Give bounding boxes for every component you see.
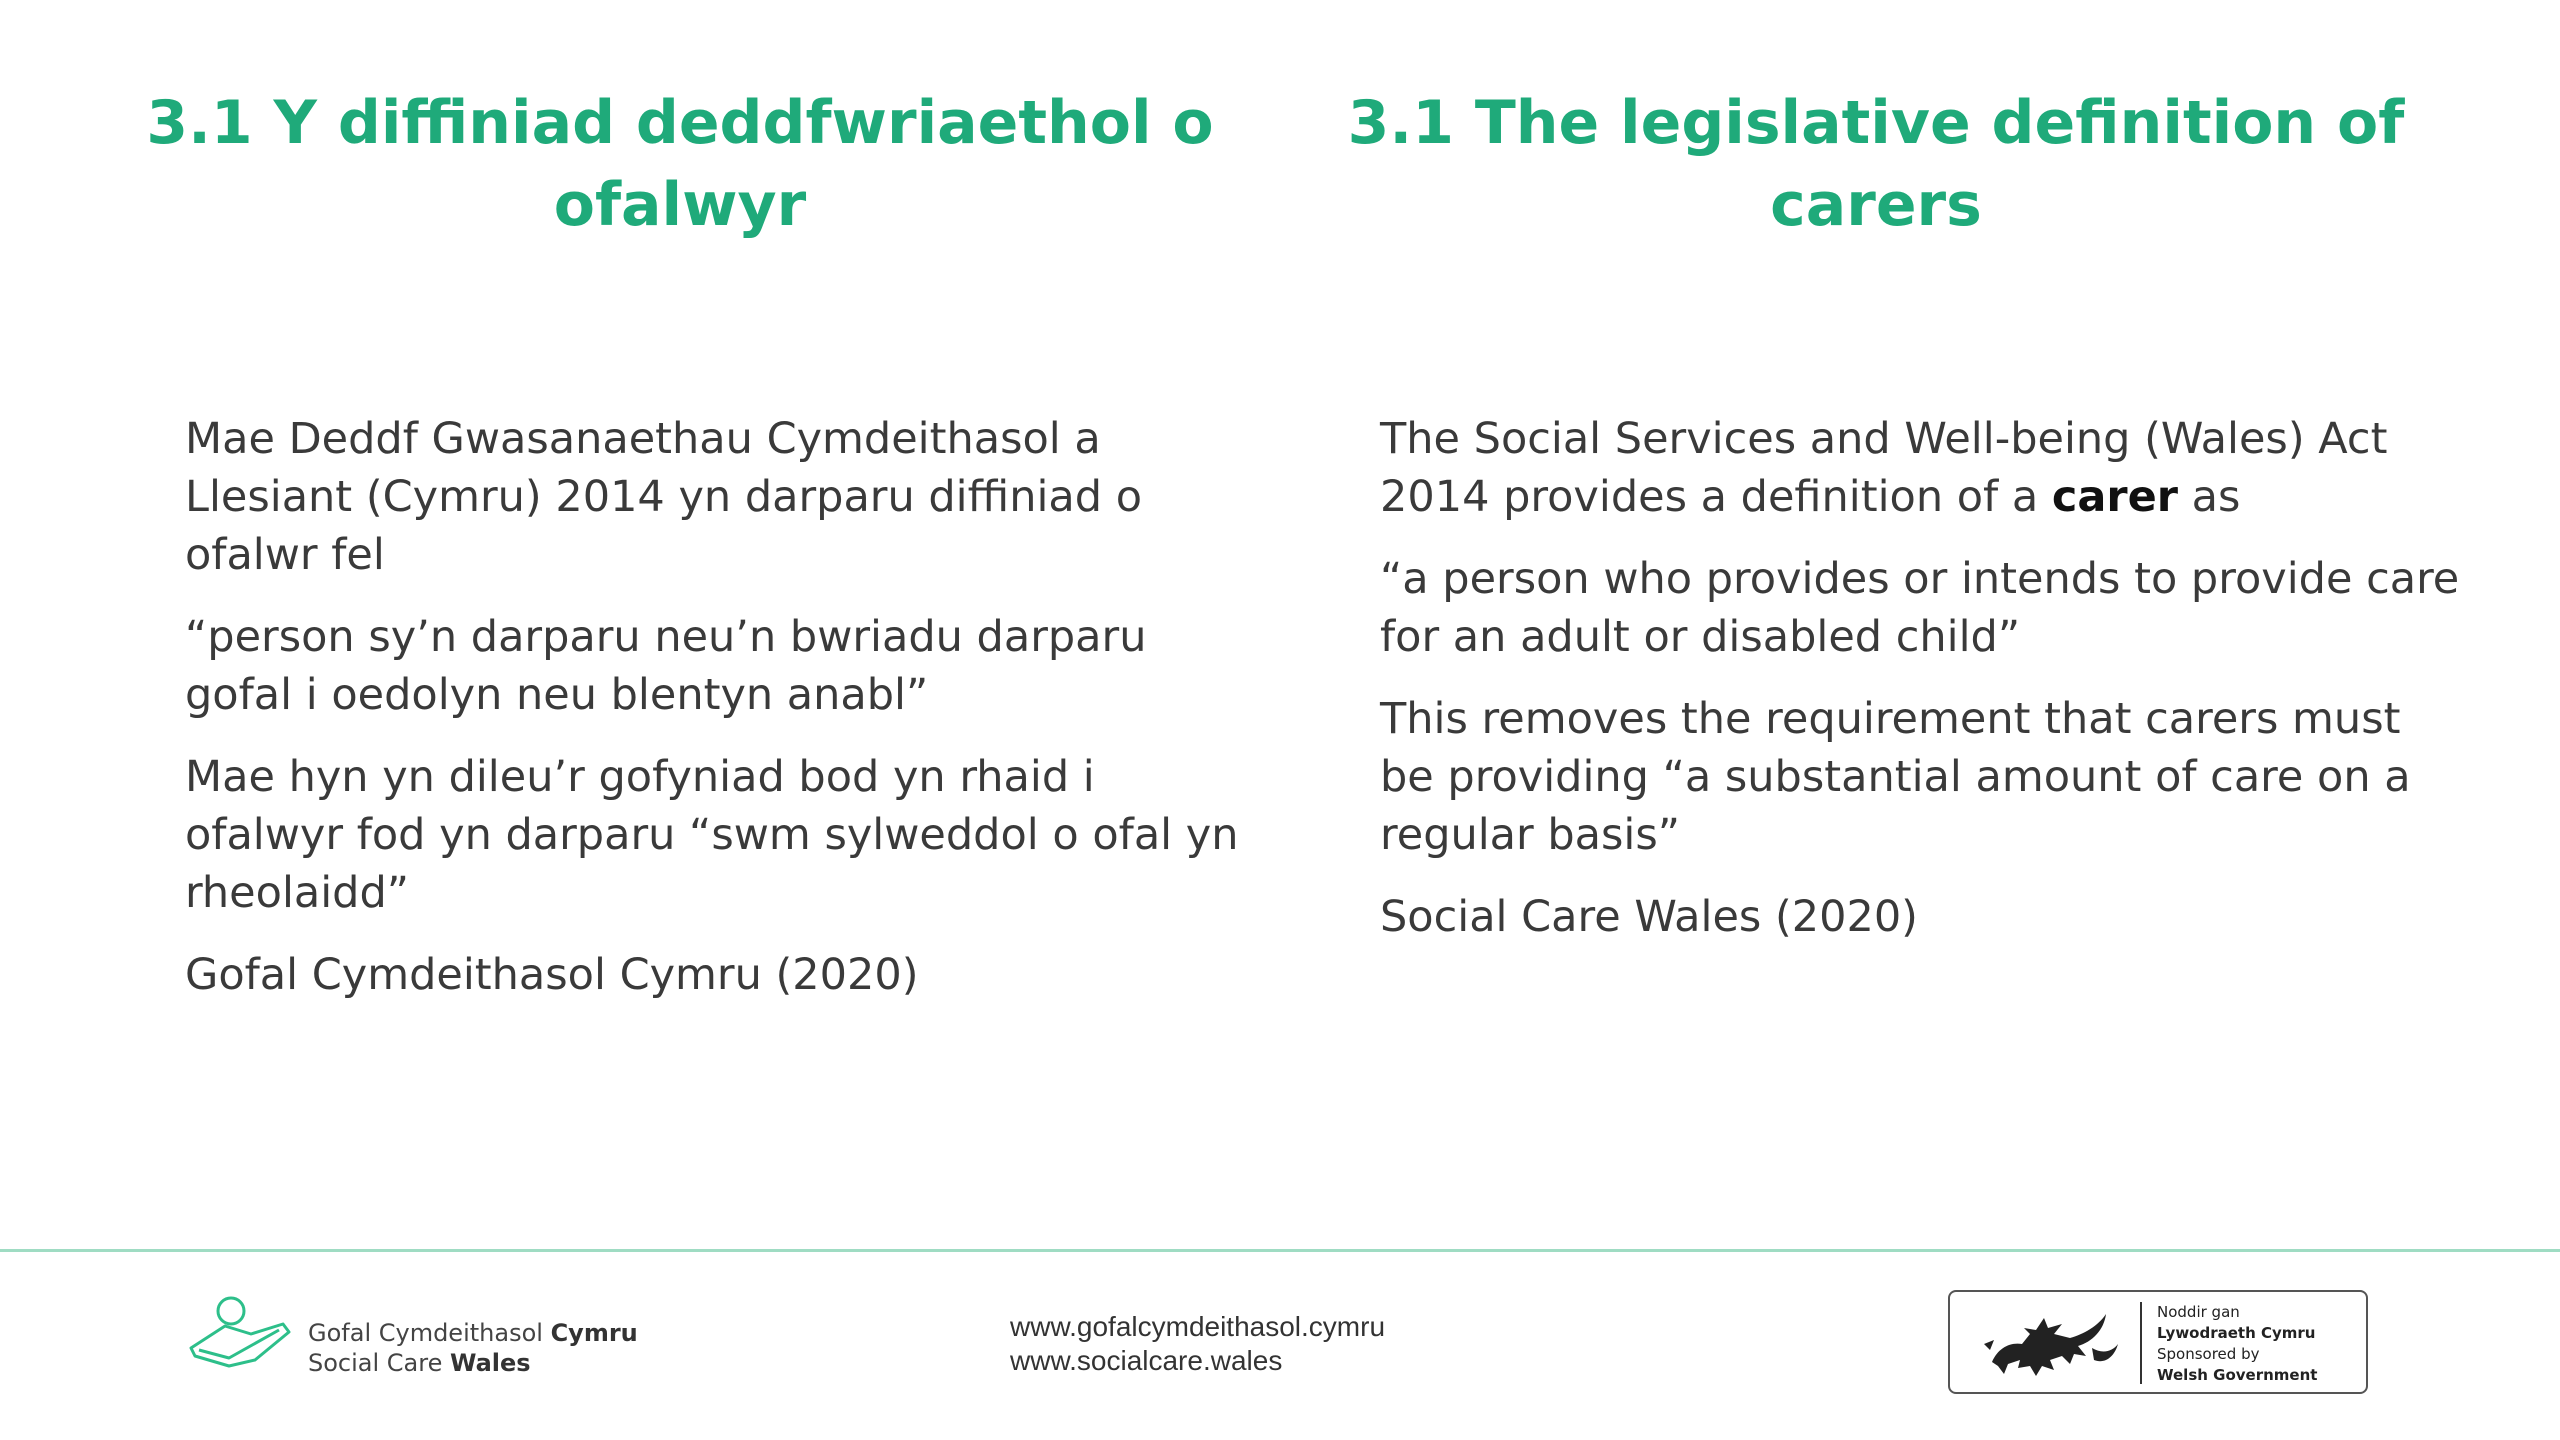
english-body: [1380, 410, 2460, 970]
welsh-government-badge: [1948, 1290, 2368, 1394]
social-care-wales-logo: [185, 1296, 705, 1386]
english-paragraph-1: [1380, 410, 2460, 526]
welsh-paragraph-3: Mae hyn yn dileu’r gofyniad bod yn rhaid i ofalwyr fod yn darparu “swm sylweddol o ofal yn rheolaidd”: [185, 752, 1239, 918]
english-paragraph-1-end: as: [2177, 472, 2241, 522]
welsh-paragraph-1: Mae Deddf Gwasanaethau Cymdeithasol a Llesiant (Cymru) 2014 yn darparu diffiniad o ofalwr fel: [185, 414, 1143, 580]
footer-divider: [0, 1249, 2560, 1252]
scw-logo-icon: [185, 1296, 295, 1378]
sponsor-text: Noddir gan Lywodraeth Cymru Sponsored by Welsh Government: [2157, 1303, 2318, 1384]
brand-name-english: Social Care Wales: [308, 1349, 531, 1377]
english-source: Social Care Wales (2020): [1380, 892, 1918, 942]
english-url-link[interactable]: www.socialcare.wales: [1010, 1345, 1283, 1376]
badge-divider: [2140, 1302, 2142, 1384]
english-paragraph-1-start: The Social Services and Well-being (Wales) Act 2014 provides a definition of a: [1380, 414, 2388, 522]
welsh-quote: “person sy’n darparu neu’n bwriadu darparu gofal i oedolyn neu blentyn anabl”: [185, 612, 1147, 720]
welsh-body: [185, 410, 1265, 1028]
welsh-source: Gofal Cymdeithasol Cymru (2020): [185, 950, 919, 1000]
brand-name: [308, 1318, 638, 1378]
brand-name-welsh: Gofal Cymdeithasol Cymru: [308, 1319, 638, 1347]
english-paragraph-3: This removes the requirement that carers must be providing “a substantial amount of care on a regular basis”: [1380, 694, 2411, 860]
footer-urls: [1010, 1310, 1385, 1378]
welsh-title: 3.1 Y diffiniad deddfwriaethol o ofalwyr: [146, 88, 1214, 240]
welsh-url-link[interactable]: www.gofalcymdeithasol.cymru: [1010, 1311, 1386, 1342]
welsh-dragon-icon: [1974, 1304, 2124, 1384]
carer-term: carer: [2051, 472, 2178, 522]
english-quote: “a person who provides or intends to provide care for an adult or disabled child”: [1380, 554, 2460, 662]
english-title: 3.1 The legislative definition of carers: [1347, 88, 2405, 240]
